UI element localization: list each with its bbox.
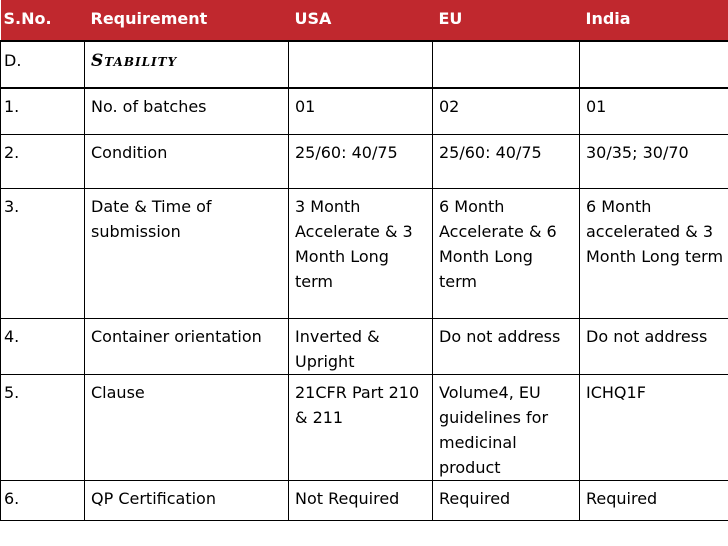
- cell-india: ICHQ1F: [580, 374, 728, 480]
- cell-sno: 4.: [1, 318, 85, 374]
- cell-eu: Do not address: [433, 318, 580, 374]
- cell-eu: 02: [433, 88, 580, 134]
- table-row: [1, 374, 728, 480]
- cell-eu: Required: [433, 480, 580, 520]
- table-row: [1, 318, 728, 374]
- cell-india: Do not address: [580, 318, 728, 374]
- cell-requirement: Clause: [85, 374, 289, 480]
- cell-requirement: No. of batches: [85, 88, 289, 134]
- cell-sno: 1.: [1, 88, 85, 134]
- cell-usa: 25/60: 40/75: [289, 134, 433, 188]
- section-row: [1, 41, 728, 88]
- header-usa: USA: [289, 0, 433, 41]
- section-cell-eu: [433, 41, 580, 88]
- cell-sno: 2.: [1, 134, 85, 188]
- cell-requirement: Date & Time of submission: [85, 188, 289, 318]
- cell-usa: 3 Month Accelerate & 3 Month Long term: [289, 188, 433, 318]
- section-cell-india: [580, 41, 728, 88]
- cell-eu: Volume4, EU guidelines for medicinal product: [433, 374, 580, 480]
- header-requirement: Requirement: [85, 0, 289, 41]
- cell-india: 6 Month accelerated & 3 Month Long term: [580, 188, 728, 318]
- cell-india: 30/35; 30/70: [580, 134, 728, 188]
- cell-requirement: QP Certification: [85, 480, 289, 520]
- header-eu: EU: [433, 0, 580, 41]
- section-cell-usa: [289, 41, 433, 88]
- cell-sno: 3.: [1, 188, 85, 318]
- header-india: India: [580, 0, 728, 41]
- table-row: [1, 88, 728, 134]
- header-row: [1, 0, 728, 41]
- cell-usa: 21CFR Part 210 & 211: [289, 374, 433, 480]
- table-row: [1, 134, 728, 188]
- header-sno: S.No.: [1, 0, 85, 41]
- cell-requirement: Condition: [85, 134, 289, 188]
- cell-eu: 6 Month Accelerate & 6 Month Long term: [433, 188, 580, 318]
- section-title: [85, 41, 289, 88]
- cell-usa: Inverted & Upright: [289, 318, 433, 374]
- table-row: [1, 480, 728, 520]
- cell-usa: Not Required: [289, 480, 433, 520]
- cell-sno: 5.: [1, 374, 85, 480]
- cell-eu: 25/60: 40/75: [433, 134, 580, 188]
- cell-requirement: Container orientation: [85, 318, 289, 374]
- section-title-text: Stability: [91, 51, 178, 71]
- cell-sno: 6.: [1, 480, 85, 520]
- cell-india: Required: [580, 480, 728, 520]
- section-number: D.: [1, 41, 85, 88]
- cell-usa: 01: [289, 88, 433, 134]
- table-row: [1, 188, 728, 318]
- cell-india: 01: [580, 88, 728, 134]
